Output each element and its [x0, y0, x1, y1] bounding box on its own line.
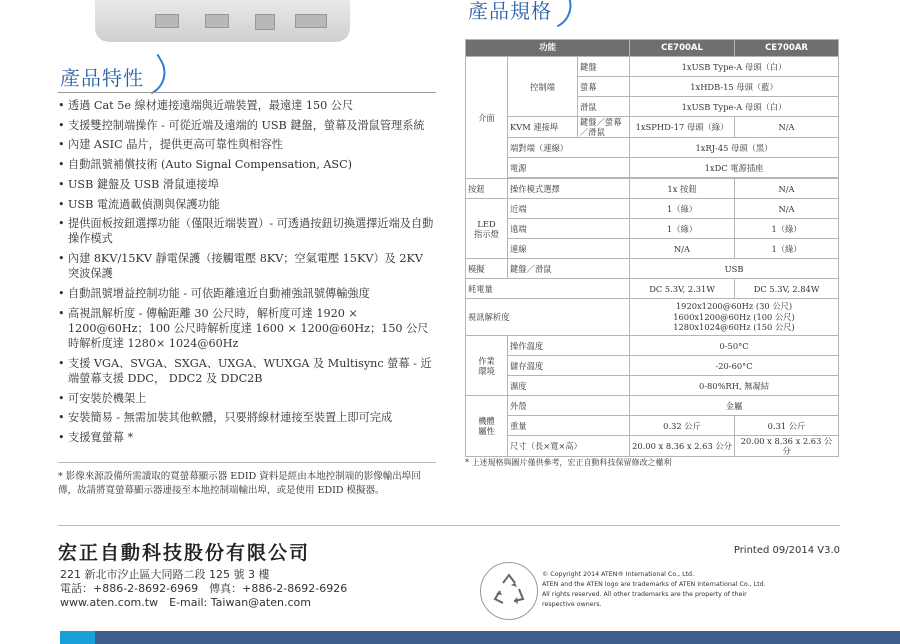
specs-title: 產品規格 [468, 0, 552, 23]
spec-label: 遠端 [508, 219, 630, 239]
spec-label: 尺寸（長×寬×高） [508, 436, 630, 457]
usb-port-illustration [205, 14, 229, 28]
spec-value: 0.31 公斤 [735, 416, 839, 436]
feature-item: • 支援 VGA、SVGA、SXGA、UXGA、WUXGA 及 Multisync 螢幕 - 近端螢幕支援 DDC， DDC2 及 DDC2B [58, 356, 436, 386]
spec-value-resolution [630, 299, 839, 336]
copyright-line: respective owners. [542, 601, 602, 608]
company-web: www.aten.com.tw E-mail: Taiwan@aten.com [60, 596, 311, 609]
spec-row [466, 336, 839, 356]
spec-value: 1xSPHD-17 母頭（綠） [630, 117, 735, 138]
spec-subgroup-kvm: KVM 連接埠 [508, 117, 578, 138]
footer-rule [58, 525, 840, 526]
feature-item: • 支援寬螢幕 * [58, 430, 436, 445]
feature-item: • 內建 8KV/15KV 靜電保護（接觸電壓 8KV；空氣電壓 15KV）及 2KV 突波保護 [58, 251, 436, 281]
spec-value: N/A [630, 239, 735, 259]
spec-value: 1（綠） [735, 219, 839, 239]
vga-port-illustration [295, 14, 327, 28]
resolution-line: 1600x1200@60Hz (100 公尺) [673, 311, 795, 322]
spec-row [466, 259, 839, 279]
footer-bar [60, 631, 900, 644]
printed-version: Printed 09/2014 V3.0 [733, 545, 840, 556]
spec-row [466, 279, 839, 299]
spec-label: 電源 [508, 158, 630, 178]
spec-group-environment: 作業 環境 [466, 336, 508, 396]
spec-row [466, 199, 839, 219]
spec-value: 1xUSB Type-A 母頭（白） [630, 57, 839, 77]
spec-value: 1xUSB Type-A 母頭（白） [630, 97, 839, 117]
spec-value: N/A [735, 117, 839, 138]
company-address: 221 新北市汐止區大同路二段 125 號 3 樓 [60, 568, 270, 581]
spec-group-power-consumption: 耗電量 [466, 279, 630, 299]
spec-row [466, 239, 839, 259]
spec-row [466, 57, 839, 77]
spec-subgroup-console: 控制端 [508, 57, 578, 117]
company-phone: 電話：+886-2-8692-6969 傳真：+886-2-8692-6926 [60, 582, 348, 595]
spec-label: 鍵盤／螢幕／滑鼠 [578, 117, 630, 138]
spec-value: 1（綠） [735, 239, 839, 259]
spec-group-resolution: 視訊解析度 [466, 299, 630, 336]
spec-value: N/A [735, 199, 839, 219]
features-footnote: * 影像來源設備所需讀取的寬螢幕顯示器 EDID 資料是經由本地控制端的影像輸出埠回傳，故請將寬螢幕顯示器連接至本地控制端輸出埠，或是使用 EDID 模擬器。 [58, 471, 421, 496]
feature-item: • 支援雙控制端操作 - 可從近端及遠端的 USB 鍵盤，螢幕及滑鼠管理系統 [58, 118, 436, 133]
spec-label: 重量 [508, 416, 630, 436]
spec-value: 1xRJ-45 母頭（黑） [630, 138, 839, 158]
spec-value: 1xHDB-15 母頭（藍） [630, 77, 839, 97]
header-model-a: CE700AL [630, 40, 735, 57]
spec-value: 1（綠） [630, 199, 735, 219]
spec-row [466, 219, 839, 239]
features-rule [58, 92, 436, 93]
spec-row [466, 299, 839, 336]
spec-value: DC 5.3V, 2.84W [735, 279, 839, 299]
spec-note: * 上述規格與圖片僅供參考，宏正自動科技保留修改之權利 [465, 458, 672, 467]
spec-row [466, 138, 839, 158]
spec-row [466, 158, 839, 178]
spec-value: DC 5.3V, 2.31W [630, 279, 735, 299]
product-image [95, 0, 350, 42]
spec-value: 0.32 公斤 [630, 416, 735, 436]
features-list [58, 98, 436, 450]
spec-group-emulation: 模擬 [466, 259, 508, 279]
copyright-block [542, 570, 792, 610]
spec-label: 儲存溫度 [508, 356, 630, 376]
spec-label: 鍵盤 [578, 57, 630, 77]
resolution-line: 1280x1024@60Hz (150 公尺) [673, 322, 795, 333]
spec-row [466, 356, 839, 376]
spec-label: 操作模式選擇 [508, 179, 630, 199]
feature-item: • 內建 ASIC 晶片，提供更高可靠性與相容性 [58, 137, 436, 152]
copyright-line: © Copyright 2014 ATEN® International Co., Ltd. [542, 571, 695, 578]
header-model-b: CE700AR [735, 40, 839, 57]
spec-row [466, 416, 839, 436]
spec-row [466, 436, 839, 457]
rj45-port-illustration [255, 14, 275, 30]
spec-row [466, 117, 839, 138]
features-bottom-rule [58, 462, 436, 463]
spec-table [465, 39, 839, 457]
spec-value: 0-80%RH, 無凝結 [630, 376, 839, 396]
feature-item: • 可安裝於機架上 [58, 391, 436, 406]
feature-item: • USB 電流過載偵測與保護功能 [58, 197, 436, 212]
spec-header-row [466, 40, 839, 57]
spec-value: 1x 按鈕 [630, 179, 735, 199]
spec-value: 1xDC 電源插座 [630, 158, 839, 178]
feature-item: • USB 鍵盤及 USB 滑鼠連接埠 [58, 177, 436, 192]
spec-label: 操作溫度 [508, 336, 630, 356]
feature-item: • 透過 Cat 5e 線材連接遠端與近端裝置，最遠達 150 公尺 [58, 98, 436, 113]
spec-label: 連線 [508, 239, 630, 259]
spec-value: 1（綠） [630, 219, 735, 239]
spec-row [466, 396, 839, 416]
spec-label: 鍵盤／滑鼠 [508, 259, 630, 279]
feature-item: • 自動訊號補償技術 (Auto Signal Compensation, ASC) [58, 157, 436, 172]
spec-value: 金屬 [630, 396, 839, 416]
spec-label: 濕度 [508, 376, 630, 396]
spec-value: 0-50°C [630, 336, 839, 356]
spec-group-led: LED 指示燈 [466, 199, 508, 259]
company-name: 宏正自動科技股份有限公司 [58, 542, 311, 564]
spec-label: 螢幕 [578, 77, 630, 97]
recycle-icon [480, 562, 538, 620]
usb-port-illustration [155, 14, 179, 28]
feature-item: • 高視訊解析度 - 傳輸距離 30 公尺時，解析度可達 1920 × 1200@60Hz；100 公尺時解析度達 1600 × 1200@60Hz；150 公尺時解析度達 1280× 1024@60Hz [58, 306, 436, 352]
spec-value: 20.00 x 8.36 x 2.63 公分 [735, 436, 839, 457]
spec-value: N/A [735, 179, 839, 199]
spec-value: -20-60°C [630, 356, 839, 376]
spec-group-interface: 介面 [466, 57, 508, 179]
spec-value: USB [630, 259, 839, 279]
spec-group-buttons: 按鈕 [466, 179, 508, 199]
features-title: 產品特性 [60, 66, 144, 90]
feature-item: • 安裝簡易 - 無需加裝其他軟體，只要將線材連接至裝置上即可完成 [58, 410, 436, 425]
header-function: 功能 [466, 40, 630, 57]
spec-label: 外殼 [508, 396, 630, 416]
spec-group-physical: 機體 屬性 [466, 396, 508, 457]
spec-row [466, 376, 839, 396]
copyright-line: All rights reserved. All other trademarks are the property of their [542, 591, 747, 598]
spec-value: 20.00 x 8.36 x 2.63 公分 [630, 436, 735, 457]
spec-label: 滑鼠 [578, 97, 630, 117]
feature-item: • 自動訊號增益控制功能 - 可依距離遠近自動補強訊號傳輸強度 [58, 286, 436, 301]
feature-item: • 提供面板按鈕選擇功能（僅限近端裝置）- 可透過按鈕切換選擇近端及自動操作模式 [58, 216, 436, 246]
copyright-line: ATEN and the ATEN logo are trademarks of ATEN International Co., Ltd. [542, 581, 766, 588]
footer-bar-accent [60, 631, 95, 644]
spec-label: 近端 [508, 199, 630, 219]
spec-label: 端對端（連線） [508, 138, 630, 158]
resolution-line: 1920x1200@60Hz (30 公尺) [675, 301, 793, 312]
spec-row [466, 179, 839, 199]
